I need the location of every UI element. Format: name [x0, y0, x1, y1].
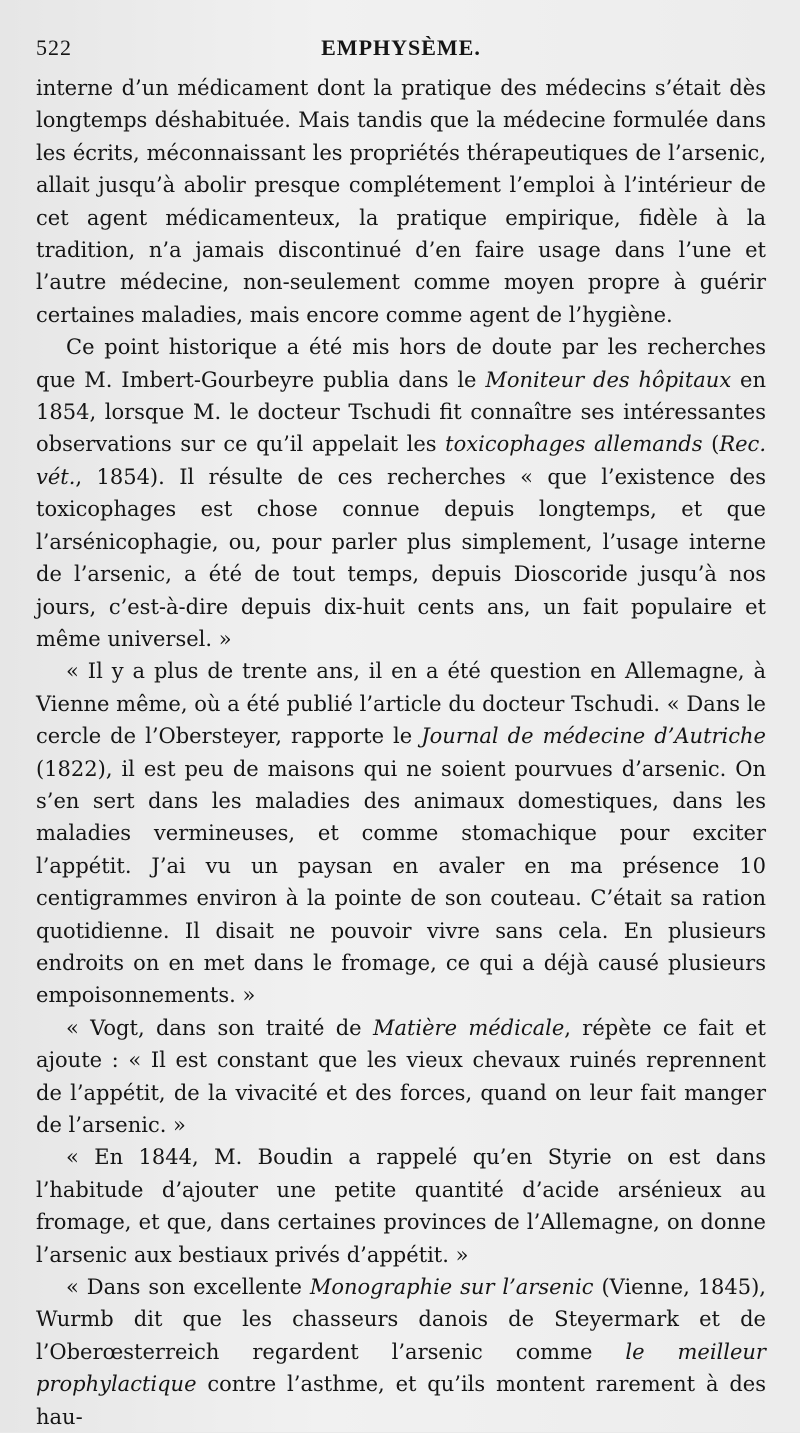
text-run: (	[702, 432, 720, 457]
paragraph	[36, 1012, 766, 1142]
italic-text-run: Journal de médecine d’Autriche	[421, 724, 766, 749]
paragraph	[36, 72, 766, 331]
text-run: « En 1844, M. Boudin a rappelé qu’en Styrie on est dans l’habitude d’ajouter une petite quantité d’acide arsénieux au fromage, et que, dans certaines provinces de l’Allemagne, on donne l’arsenic aux bestiaux privés d’appétit. »	[36, 1145, 766, 1267]
text-run: « Vogt, dans son traité de	[66, 1015, 373, 1040]
italic-text-run: Monographie sur l’arsenic	[309, 1275, 594, 1300]
text-run: « Il y a plus de trente ans, il en a été question en Allemagne, à Vienne même, où a été publié l’article du docteur Tschudi. « Dans le cercle de l’Obersteyer, rapporte le	[36, 659, 766, 749]
text-run: Ce point historique a été mis hors de doute par les recherches que M. Imbert-Gourbeyre publia dans le	[36, 335, 766, 392]
text-run: (1822), il est peu de maisons qui ne soient pourvues d’arsenic. On s’en sert dans les maladies des animaux domestiques, dans les maladies vermineuses, et comme stomachique pour exciter l’appétit. J’ai vu un paysan en avaler en ma présence 10 centigrammes environ à la pointe de son couteau. C’était sa ration quotidienne. Il disait ne pouvoir vivre sans cela. En plusieurs endroits on en met dans le fromage, ce qui a déjà causé plusieurs empoisonnements. »	[36, 756, 766, 1008]
text-run: (Vienne, 1845), Wurmb dit que les chasseurs danois de Steyermark et de l’Oberœsterreich regardent l’arsenic comme	[36, 1275, 766, 1364]
text-run: , répète ce fait et ajoute : « Il est constant que les vieux chevaux ruinés reprennent de l’appétit, de la vivacité et des forces, quand on leur fait manger de l’arsenic. »	[36, 1015, 766, 1137]
running-head	[36, 30, 766, 66]
paragraph	[36, 1141, 766, 1271]
italic-text-run: Moniteur des hôpitaux	[485, 367, 732, 392]
page-number: 522	[36, 35, 72, 60]
italic-text-run: toxicophages allemands	[445, 432, 703, 457]
paragraph	[36, 655, 766, 1011]
body-text	[36, 72, 766, 1433]
italic-text-run: le meilleur prophylactique	[36, 1339, 766, 1397]
paragraph	[36, 331, 766, 655]
text-run: , 1854). Il résulte de ces recherches « que l’existence des toxicophages est chose connue depuis longtemps, et que l’arsénicophagie, ou, pour parler plus simplement, l’usage interne de l’arsenic, a été de tout temps, depuis Dioscoride jusqu’à nos jours, c’est-à-dire depuis dix-huit cents ans, un fait populaire et même universel. »	[36, 464, 766, 651]
text-run: contre l’asthme, et qu’ils montent rarement à des hau-	[36, 1372, 766, 1429]
text-run: en 1854, lorsque M. le docteur Tschudi fit connaître ses intéressantes observations sur ce qu’il appelait les	[36, 367, 766, 457]
italic-text-run: Rec. vét.	[36, 432, 766, 489]
text-run: « Dans son excellente	[66, 1275, 310, 1300]
italic-text-run: Matière médicale	[372, 1015, 565, 1040]
paragraph	[36, 1271, 766, 1433]
running-title: EMPHYSÈME.	[321, 35, 481, 60]
text-run: interne d’un médicament dont la pratique des médecins s’était dès longtemps déshabituée. Mais tandis que la médecine formulée dans les écrits, méconnaissant les propriétés thérapeutiques de l’arsenic, allait jusqu’à abolir presque complétement l’emploi à l’intérieur de cet agent médicamenteux, la pratique empirique, fidèle à la tradition, n’a jamais discontinué d’en faire usage dans l’une et l’autre médecine, non-seulement comme moyen propre à guérir certaines maladies, mais encore comme agent de l’hygiène.	[36, 76, 766, 327]
